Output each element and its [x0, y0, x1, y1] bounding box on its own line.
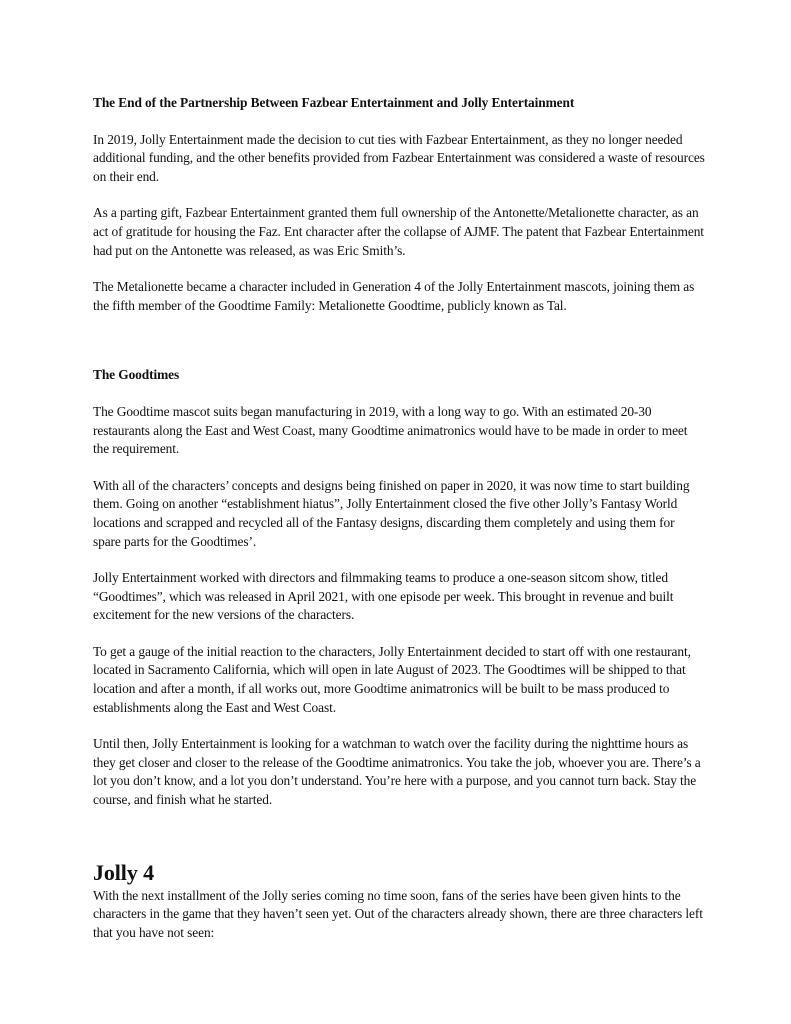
paragraph: As a parting gift, Fazbear Entertainment granted them full ownership of the Antonette/Metalionette character, as an act of gratitude for housing the Faz. Ent character after the collapse of AJMF. The patent that Fazbear Entertainment had put on the Antonette was released, as was Eric Smith’s.: [93, 205, 704, 258]
paragraph: To get a gauge of the initial reaction to the characters, Jolly Entertainment decided to start off with one restaurant, located in Sacramento California, which will open in late August of 2023. The Goodtimes will be shipped to that location and after a month, if all works out, more Goodtime animatronics will be built to be mass produced to establishments along the East and West Coast.: [93, 643, 691, 715]
document-page: [93, 94, 705, 942]
paragraph: With all of the characters’ concepts and designs being finished on paper in 2020, it was now time to start building them. Going on another “establishment hiatus”, Jolly Entertainment closed the five other Jolly’s Fantasy World locations and scrapped and recycled all of the Fantasy designs, discarding them completely and using them for spare parts for the Goodtimes’.: [93, 477, 690, 549]
paragraph: In 2019, Jolly Entertainment made the decision to cut ties with Fazbear Entertainment, as they no longer needed additional funding, and the other benefits provided from Fazbear Entertainment was considered a waste of resources on their end.: [93, 131, 705, 184]
paragraph: Until then, Jolly Entertainment is looking for a watchman to watch over the facility during the nighttime hours as they get closer and closer to the release of the Goodtime animatronics. You take the job, whoever you are. There’s a lot you don’t know, and a lot you don’t understand. You’re here with a purpose, and you cannot turn back. Stay the course, and finish what he started.: [93, 736, 701, 808]
paragraph: Jolly Entertainment worked with directors and filmmaking teams to produce a one-season sitcom show, titled “Goodtimes”, which was released in April 2021, with one episode per week. This brought in revenue and built excitement for the new versions of the characters.: [93, 570, 674, 623]
section-heading-jolly-4: Jolly 4: [93, 859, 155, 885]
paragraph: The Goodtime mascot suits began manufacturing in 2019, with a long way to go. With an estimated 20-30 restaurants along the East and West Coast, many Goodtime animatronics would have to be made in order to meet the requirement.: [93, 403, 688, 457]
paragraph: With the next installment of the Jolly series coming no time soon, fans of the series have been given hints to the characters in the game that they haven’t seen yet. Out of the characters already shown, there are three characters left that you have not seen:: [93, 887, 703, 940]
paragraph: The Metalionette became a character included in Generation 4 of the Jolly Entertainment mascots, joining them as the fifth member of the Goodtime Family: Metalionette Goodtime, publicly known as Tal.: [93, 279, 695, 313]
section-spacer: [93, 828, 705, 861]
section-heading-partnership-end: The End of the Partnership Between Fazbear Entertainment and Jolly Entertainment: [93, 95, 575, 110]
section-heading-goodtimes: The Goodtimes: [93, 367, 180, 383]
section-spacer: [93, 333, 705, 366]
